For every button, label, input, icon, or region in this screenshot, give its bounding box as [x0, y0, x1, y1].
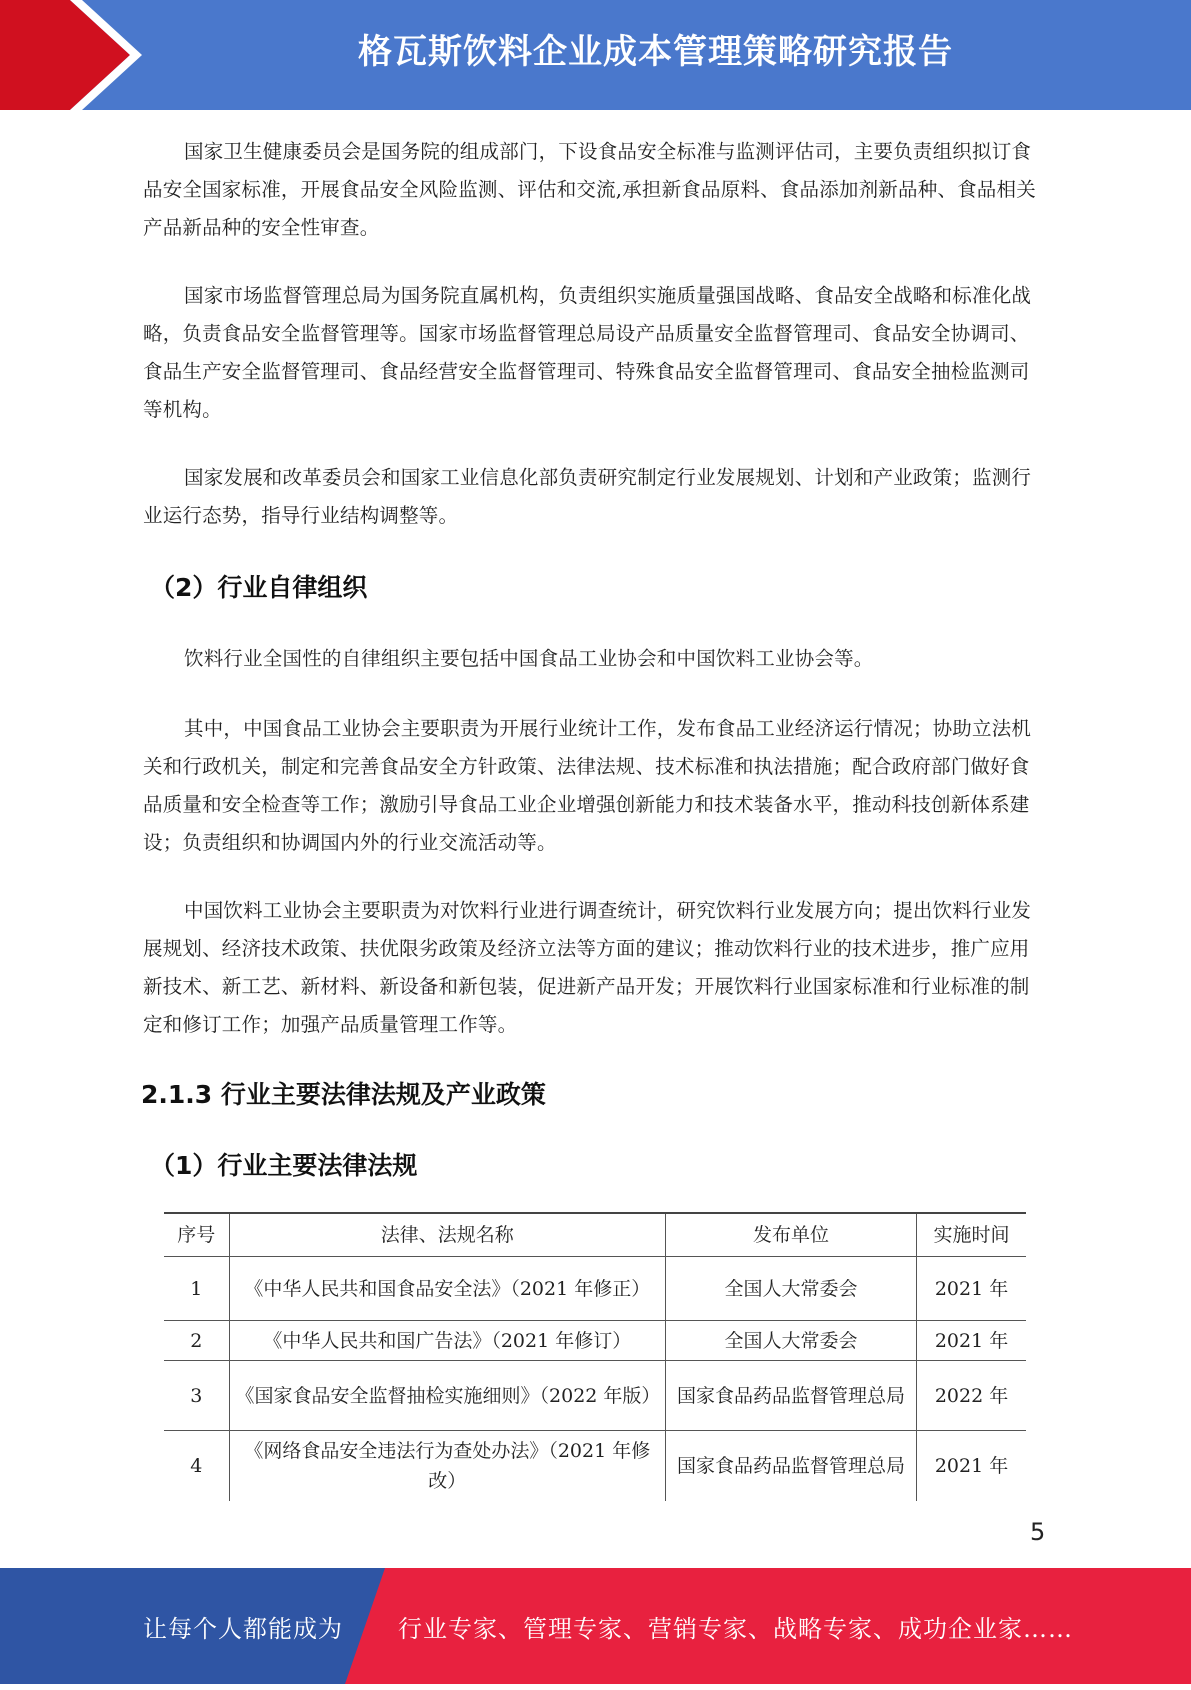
cell-issuer: 国家食品药品监督管理总局	[666, 1431, 917, 1501]
heading-self-regulation: （2）行业自律组织	[150, 573, 368, 602]
header-chevron-decoration	[0, 0, 150, 110]
table-row	[164, 1257, 1026, 1321]
paragraph-beverage-industry-association: 中国饮料工业协会主要职责为对饮料行业进行调查统计，研究饮料行业发展方向；提出饮料行业发展规划、经济技术政策、扶优限劣政策及经济立法等方面的建议；推动饮料行业的技术进步，推广应用新技术、新工艺、新材料、新设备和新包装，促进新产品开发；开展饮料行业国家标准和行业标准的制定和修订工作；加强产品质量管理工作等。	[143, 899, 1032, 1036]
cell-effective-date: 2022 年	[917, 1361, 1026, 1431]
cell-law-name: 《网络食品安全违法行为查处办法》（2021 年修改）	[229, 1431, 666, 1501]
table-header-row	[164, 1213, 1026, 1257]
cell-no: 1	[164, 1257, 229, 1321]
cell-issuer: 全国人大常委会	[666, 1321, 917, 1361]
paragraph-self-regulation-orgs: 饮料行业全国性的自律组织主要包括中国食品工业协会和中国饮料工业协会等。	[184, 647, 874, 670]
cell-law-name: 《中华人民共和国广告法》（2021 年修订）	[229, 1321, 666, 1361]
footer-banner	[0, 1568, 1191, 1684]
table-header-cell: 发布单位	[666, 1213, 917, 1257]
laws-table	[164, 1212, 1026, 1501]
cell-issuer: 国家食品药品监督管理总局	[666, 1361, 917, 1431]
table-row	[164, 1361, 1026, 1431]
heading-section-2-1-3: 2.1.3 行业主要法律法规及产业政策	[141, 1080, 546, 1109]
paragraph-development-commission: 国家发展和改革委员会和国家工业信息化部负责研究制定行业发展规划、计划和产业政策；监测行业运行态势，指导行业结构调整等。	[143, 466, 1032, 527]
paragraph-market-regulation: 国家市场监督管理总局为国务院直属机构，负责组织实施质量强国战略、食品安全战略和标准化战略，负责食品安全监督管理等。国家市场监督管理总局设产品质量安全监督管理司、食品安全协调司、食品生产安全监督管理司、食品经营安全监督管理司、特殊食品安全监督管理司、食品安全抽检监测司等机构。	[143, 284, 1032, 421]
cell-effective-date: 2021 年	[917, 1257, 1026, 1321]
footer-slogan-right: 行业专家、管理专家、营销专家、战略专家、成功企业家……	[398, 1615, 1073, 1643]
table-row	[164, 1321, 1026, 1361]
heading-main-laws: （1）行业主要法律法规	[150, 1151, 418, 1180]
document-title: 格瓦斯饮料企业成本管理策略研究报告	[358, 32, 953, 72]
table-row	[164, 1431, 1026, 1501]
table-header-cell: 法律、法规名称	[229, 1213, 666, 1257]
paragraph-health-commission: 国家卫生健康委员会是国务院的组成部门，下设食品安全标准与监测评估司，主要负责组织拟订食品安全国家标准，开展食品安全风险监测、评估和交流,承担新食品原料、食品添加剂新品种、食品相关产品新品种的安全性审查。	[143, 140, 1036, 239]
footer-slogan-left: 让每个人都能成为	[143, 1615, 343, 1643]
cell-issuer: 全国人大常委会	[666, 1257, 917, 1321]
paragraph-food-industry-association: 其中，中国食品工业协会主要职责为开展行业统计工作，发布食品工业经济运行情况；协助立法机关和行政机关，制定和完善食品安全方针政策、法律法规、技术标准和执法措施；配合政府部门做好食品质量和安全检查等工作；激励引导食品工业企业增强创新能力和技术装备水平，推动科技创新体系建设；负责组织和协调国内外的行业交流活动等。	[143, 717, 1032, 854]
cell-effective-date: 2021 年	[917, 1431, 1026, 1501]
table-header-cell: 实施时间	[917, 1213, 1026, 1257]
cell-law-name: 《中华人民共和国食品安全法》（2021 年修正）	[229, 1257, 666, 1321]
cell-no: 2	[164, 1321, 229, 1361]
table-header-cell: 序号	[164, 1213, 229, 1257]
cell-law-name: 《国家食品安全监督抽检实施细则》（2022 年版）	[229, 1361, 666, 1431]
page-number: 5	[1030, 1518, 1046, 1546]
cell-effective-date: 2021 年	[917, 1321, 1026, 1361]
cell-no: 3	[164, 1361, 229, 1431]
header-banner	[0, 0, 1191, 110]
cell-no: 4	[164, 1431, 229, 1501]
